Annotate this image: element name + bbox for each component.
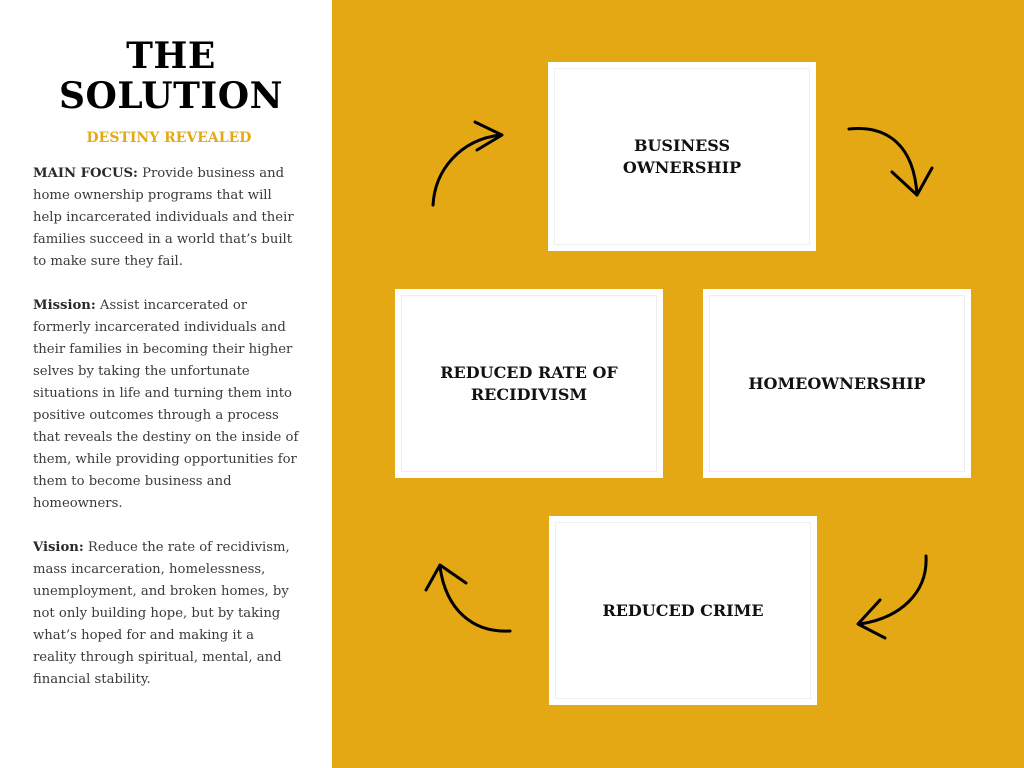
- main-focus-paragraph: [33, 163, 301, 273]
- recid-line-2: RECIDIVISM: [470, 384, 588, 404]
- title-line-1: THE: [126, 35, 216, 77]
- homeownership-card: [703, 289, 971, 478]
- mission-label: Mission:: [33, 298, 96, 313]
- main-focus-label: MAIN FOCUS:: [33, 166, 138, 181]
- vision-paragraph: [33, 537, 301, 691]
- subtitle: DESTINY REVEALED: [86, 130, 252, 146]
- curved-arrow-up-left-icon: [418, 555, 518, 640]
- page-title: [0, 36, 342, 116]
- curved-arrow-up-right-icon: [425, 115, 515, 215]
- description-text: [33, 163, 301, 713]
- business-ownership-label: [623, 135, 741, 179]
- left-panel: [0, 0, 332, 768]
- business-ownership-card: [548, 62, 816, 251]
- mission-paragraph: [33, 295, 301, 515]
- reduced-recidivism-label: [440, 362, 618, 406]
- curved-arrow-down-left-icon: [850, 548, 940, 648]
- title-line-2: SOLUTION: [59, 75, 283, 117]
- reduced-crime-label: REDUCED CRIME: [602, 600, 764, 620]
- vision-text: Reduce the rate of recidivism, mass incarceration, homelessness, unemployment, and broken homes, by not only building hope, but by taking what’s hoped for and making it a reality through spiritual, mental, and financial stability.: [33, 540, 290, 687]
- business-line-2: OWNERSHIP: [622, 157, 742, 177]
- main-focus-text: Provide business and home ownership programs that will help incarcerated individuals and their families succeed in a world that’s built to make sure they fail.: [33, 166, 294, 269]
- homeownership-label: HOMEOWNERSHIP: [748, 373, 926, 393]
- curved-arrow-down-right-icon: [842, 120, 942, 205]
- reduced-recidivism-card: [395, 289, 663, 478]
- recid-line-1: REDUCED RATE OF: [440, 362, 618, 382]
- mission-text: Assist incarcerated or formerly incarcerated individuals and their families in becoming their higher selves by taking the unfortunate situations in life and turning them into positive outcomes through a process that reveals the destiny on the inside of them, while providing opportunities for them to become business and homeowners.: [33, 298, 299, 511]
- reduced-crime-card: [549, 516, 817, 705]
- vision-label: Vision:: [33, 540, 84, 555]
- business-line-1: BUSINESS: [633, 135, 731, 155]
